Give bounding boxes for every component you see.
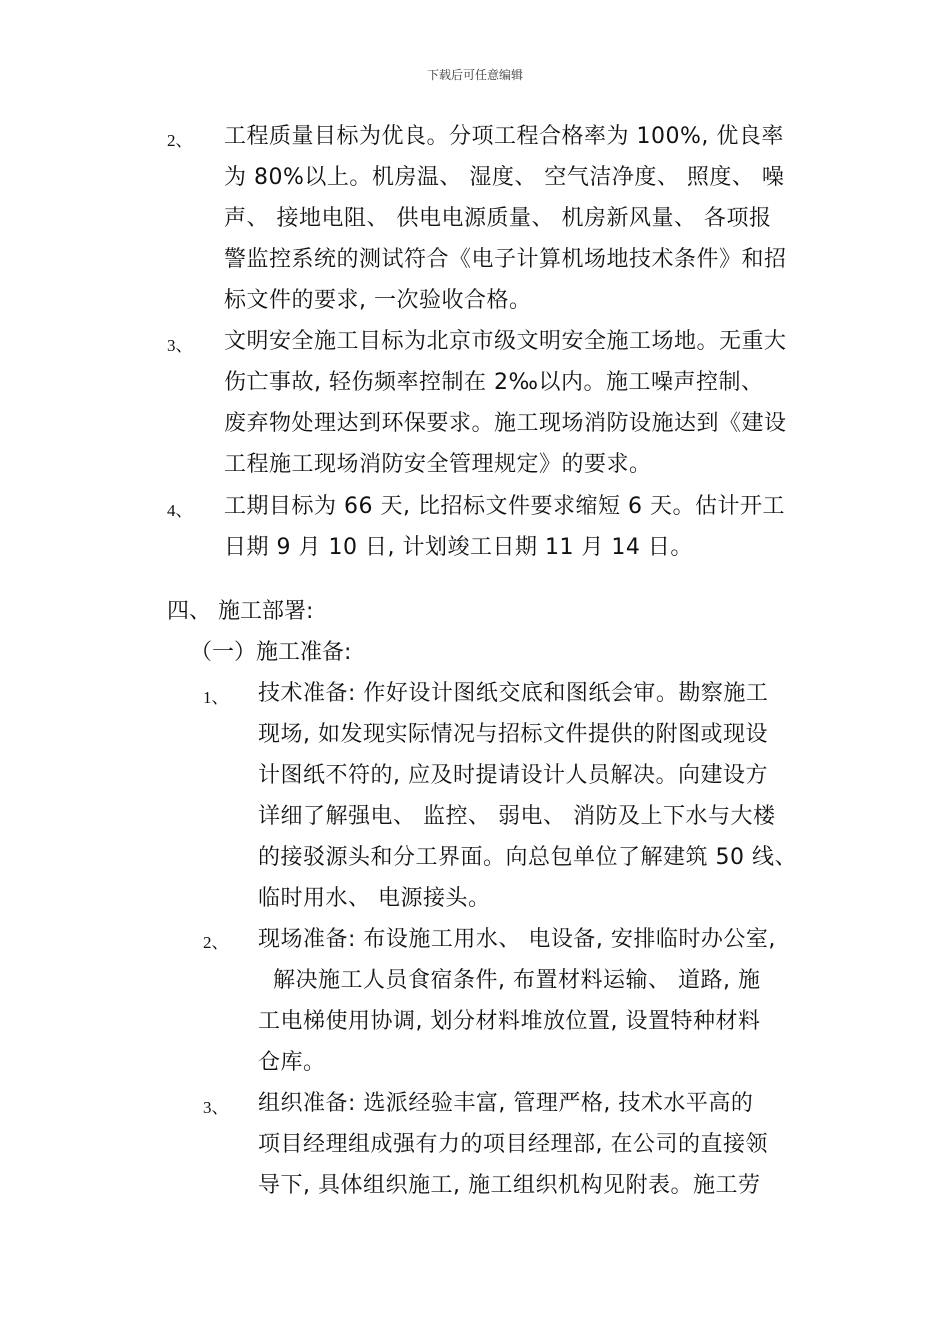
text-line: 现场, 如发现实际情况与招标文件提供的附图或现设 bbox=[258, 722, 768, 747]
list-item-text bbox=[258, 673, 797, 919]
list-item-text bbox=[224, 486, 785, 568]
subsection-heading: （一）施工准备: bbox=[190, 640, 352, 665]
text-line: 详细了解强电、 监控、 弱电、 消防及上下水与大楼 bbox=[258, 804, 776, 829]
text-line: 标文件的要求, 一次验收合格。 bbox=[224, 288, 532, 313]
text-line: 警监控系统的测试符合《电子计算机场地技术条件》和招 bbox=[224, 247, 787, 272]
text-line: 工程施工现场消防安全管理规定》的要求。 bbox=[224, 452, 652, 477]
list-number: 3、 bbox=[203, 1098, 229, 1117]
list-item-text bbox=[258, 1083, 768, 1206]
text-line: 为 80%以上。机房温、 湿度、 空气洁净度、 照度、 噪 bbox=[224, 165, 785, 190]
section-heading: 四、 施工部署: bbox=[167, 599, 314, 624]
page-header: 下载后可任意编辑 bbox=[426, 68, 523, 82]
text-line: 解决施工人员食宿条件, 布置材料运输、 道路, 施 bbox=[258, 968, 761, 993]
text-line: 废弃物处理达到环保要求。施工现场消防设施达到《建设 bbox=[224, 411, 787, 436]
text-line: 的接驳源头和分工界面。向总包单位了解建筑 50 线、 bbox=[258, 845, 797, 870]
text-line: 声、 接地电阻、 供电电源质量、 机房新风量、 各项报 bbox=[224, 206, 772, 231]
list-number: 2、 bbox=[203, 933, 229, 952]
text-line: 组织准备: 选派经验丰富, 管理严格, 技术水平高的 bbox=[258, 1091, 754, 1116]
text-line: 导下, 具体组织施工, 施工组织机构见附表。施工劳 bbox=[258, 1173, 761, 1198]
text-line: 工程质量目标为优良。分项工程合格率为 100%, 优良率 bbox=[224, 124, 784, 149]
text-line: 临时用水、 电源接头。 bbox=[258, 886, 491, 911]
text-line: 工电梯使用协调, 划分材料堆放位置, 设置特种材料 bbox=[258, 1009, 761, 1034]
list-item-text bbox=[224, 321, 787, 485]
text-line: 工期目标为 66 天, 比招标文件要求缩短 6 天。估计开工 bbox=[224, 494, 785, 519]
list-number: 1、 bbox=[203, 688, 229, 707]
text-line: 技术准备: 作好设计图纸交底和图纸会审。勘察施工 bbox=[258, 681, 769, 706]
text-line: 计图纸不符的, 应及时提请设计人员解决。向建设方 bbox=[258, 763, 768, 788]
list-number: 2、 bbox=[167, 131, 193, 150]
text-line: 日期 9 月 10 日, 计划竣工日期 11 月 14 日。 bbox=[224, 535, 693, 560]
list-item-text bbox=[224, 116, 787, 321]
list-number: 3、 bbox=[167, 336, 193, 355]
text-line: 文明安全施工目标为北京市级文明安全施工场地。无重大 bbox=[224, 329, 787, 354]
text-line: 伤亡事故, 轻伤频率控制在 2‰以内。施工噪声控制、 bbox=[224, 370, 764, 395]
list-number: 4、 bbox=[167, 501, 193, 520]
text-line: 仓库。 bbox=[258, 1050, 326, 1075]
text-line: 现场准备: 布设施工用水、 电设备, 安排临时办公室, bbox=[258, 927, 776, 952]
list-item-text bbox=[258, 919, 776, 1083]
text-line: 项目经理组成强有力的项目经理部, 在公司的直接领 bbox=[258, 1132, 768, 1157]
